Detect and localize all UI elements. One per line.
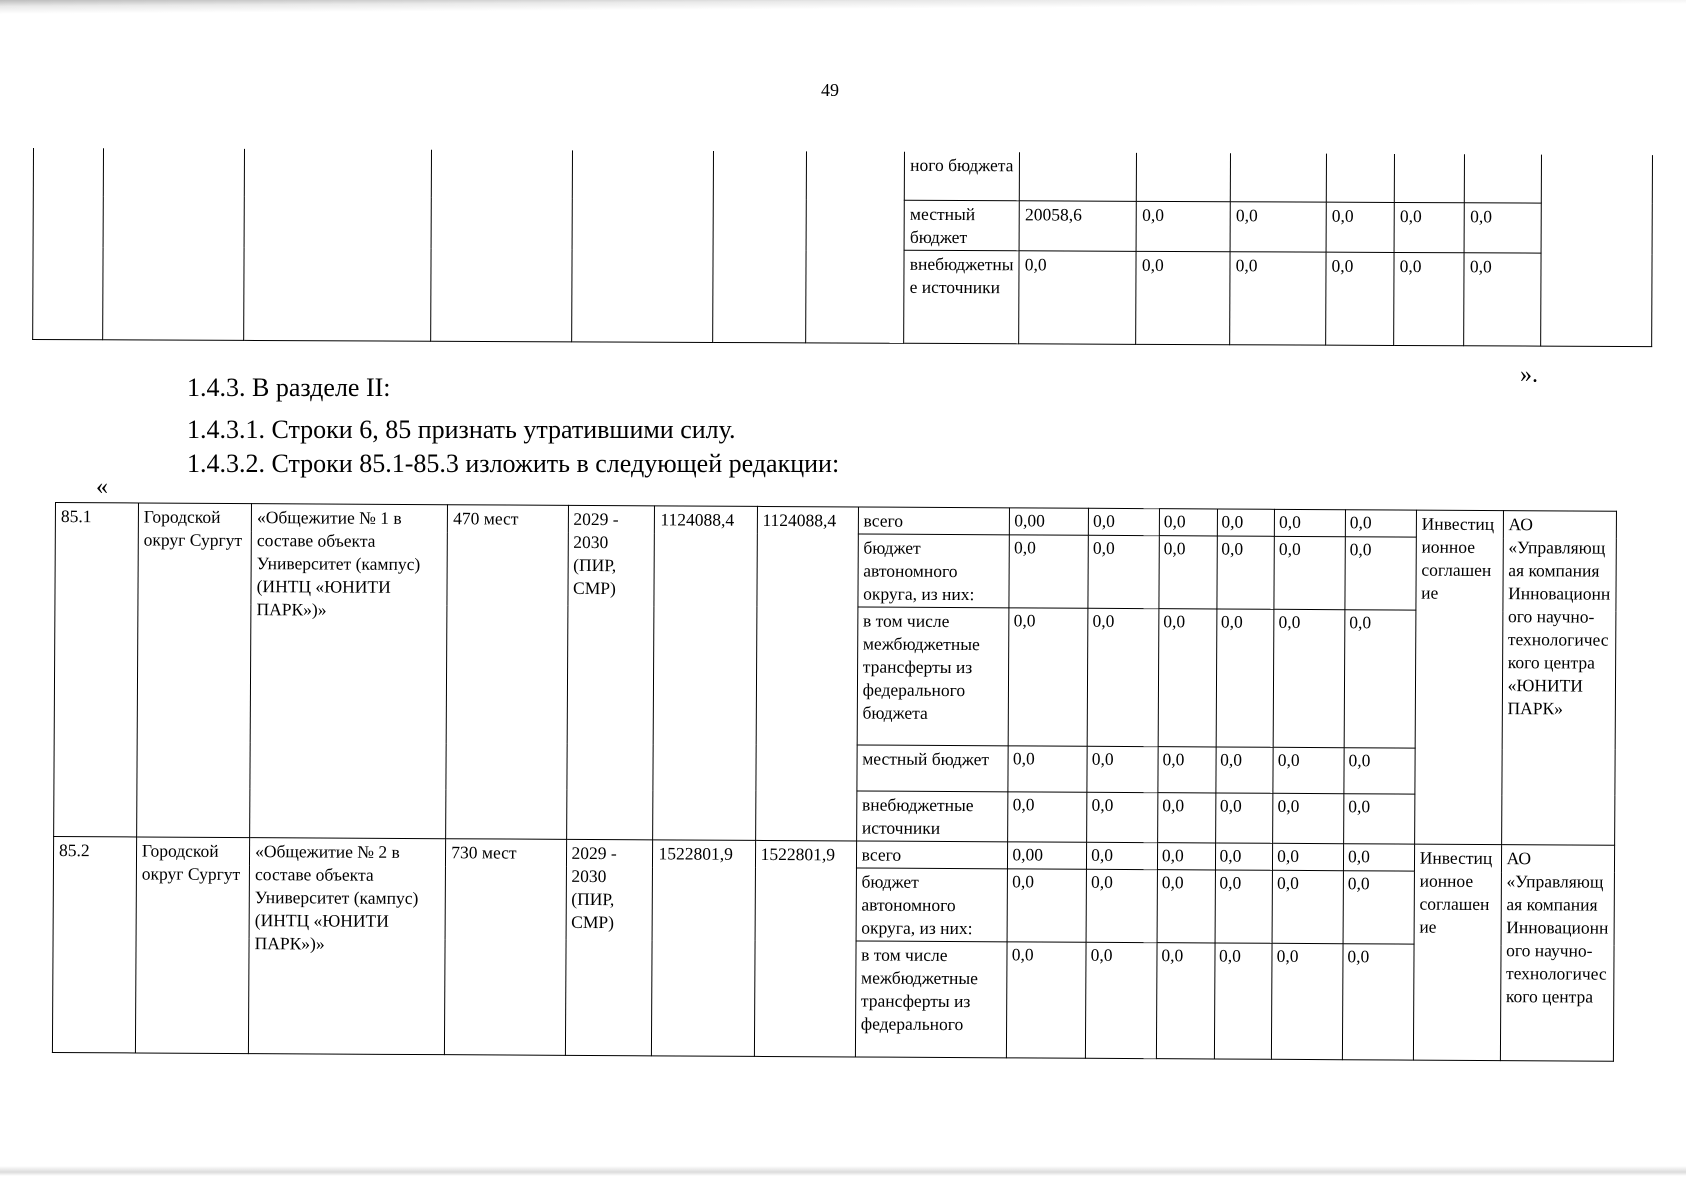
cost-remaining-cell: 1124088,4 <box>755 506 858 841</box>
table-row <box>55 503 1616 539</box>
value-cell <box>1326 154 1394 202</box>
value-cell: 0,0 <box>1216 536 1274 609</box>
value-cell: 0,00 <box>1010 508 1089 535</box>
source-label: в том числе межбюджетные трансферты из федерального <box>855 941 1007 1058</box>
paragraph-1-4-3: 1.4.3. В разделе II: <box>187 373 391 402</box>
value-cell: 0,0 <box>1326 252 1395 345</box>
value-cell: 0,0 <box>1345 537 1416 610</box>
period-cell: 2029 - 2030 (ПИР, СМР) <box>565 839 653 1055</box>
value-cell: 0,0 <box>1464 253 1541 346</box>
value-cell: 0,0 <box>1273 747 1344 793</box>
value-cell: 0,0 <box>1159 509 1217 536</box>
municipality-cell: Городской округ Сургут <box>135 837 249 1054</box>
value-cell: 0,0 <box>1158 609 1216 747</box>
row-number: 85.1 <box>54 503 139 837</box>
value-cell: 0,0 <box>1136 251 1230 344</box>
period-cell: 2029 - 2030 (ПИР, СМР) <box>566 505 655 839</box>
paragraph-1-4-3-2: 1.4.3.2. Строки 85.1-85.3 изложить в следующей редакции: <box>187 449 840 478</box>
cost-total-cell: 1124088,4 <box>653 506 757 841</box>
value-cell: 0,0 <box>1156 943 1214 1059</box>
value-cell: 0,0 <box>1087 746 1158 792</box>
value-cell: 0,0 <box>1157 870 1215 943</box>
row-number: 85.2 <box>52 836 136 1052</box>
object-name-cell: «Общежитие № 2 в составе объекта Университет (кампус) (ИНТЦ «ЮНИТИ ПАРК»)» <box>249 838 446 1055</box>
value-cell: 0,0 <box>1273 609 1345 747</box>
value-cell: 0,0 <box>1157 843 1215 870</box>
value-cell: 0,0 <box>1087 842 1158 869</box>
customer-cell: АО «Управляющая компания Инновационного научно-технологического центра <box>1500 845 1615 1062</box>
value-cell: 0,0 <box>1215 747 1273 793</box>
value-cell: 0,0 <box>1394 252 1465 345</box>
value-cell: 0,0 <box>1019 251 1137 344</box>
empty-cell <box>572 150 713 342</box>
empty-cell <box>103 148 244 340</box>
value-cell <box>1465 154 1542 202</box>
closing-quote: ». <box>1520 362 1538 388</box>
value-cell: 0,0 <box>1273 843 1344 870</box>
page-number: 49 <box>821 80 839 100</box>
source-label: внебюджетные источники <box>856 791 1008 842</box>
value-cell: 0,0 <box>1007 942 1086 1058</box>
value-cell: 0,0 <box>1272 870 1343 943</box>
value-cell: 0,0 <box>1230 201 1326 252</box>
value-cell: 0,0 <box>1344 748 1415 794</box>
customer-cell: АО «Управляющая компания Инновационного научно-технологического центра «ЮНИТИ ПАРК» <box>1501 511 1616 846</box>
source-label: в том числе межбюджетные трансферты из федерального бюджета <box>857 607 1009 746</box>
source-label: бюджет автономного округа, из них: <box>856 868 1008 942</box>
source-label: ного бюджета <box>905 152 1020 201</box>
empty-cell <box>431 150 572 342</box>
source-label: местный бюджет <box>904 200 1019 251</box>
value-cell <box>1020 152 1137 201</box>
value-cell: 0,00 <box>1008 842 1087 869</box>
continued-table <box>32 148 1653 347</box>
value-cell: 0,0 <box>1216 609 1274 747</box>
objects-table <box>52 502 1617 1062</box>
value-cell: 0,0 <box>1086 869 1157 942</box>
value-cell: 0,0 <box>1394 202 1465 253</box>
value-cell: 0,0 <box>1008 792 1087 842</box>
cost-total-cell: 1522801,9 <box>652 840 755 1057</box>
value-cell: 0,0 <box>1158 793 1216 843</box>
source-label: всего <box>858 507 1010 535</box>
mechanism-cell: Инвестиционное соглашение <box>1413 844 1501 1060</box>
value-cell: 0,0 <box>1326 202 1394 253</box>
empty-cell <box>33 148 104 340</box>
source-label: бюджет автономного округа, из них: <box>858 534 1010 608</box>
value-cell: 0,0 <box>1008 608 1088 746</box>
value-cell: 0,0 <box>1342 944 1413 1060</box>
municipality-cell: Городской округ Сургут <box>137 503 252 838</box>
empty-cell <box>244 149 432 341</box>
value-cell: 0,0 <box>1344 794 1415 844</box>
value-cell: 20058,6 <box>1019 200 1136 251</box>
value-cell: 0,0 <box>1214 943 1272 1059</box>
source-label: всего <box>856 841 1008 869</box>
paragraph-1-4-3-1: 1.4.3.1. Строки 6, 85 признать утратившими силу. <box>187 415 736 444</box>
empty-cell <box>806 151 905 343</box>
value-cell: 0,0 <box>1009 535 1088 608</box>
value-cell <box>1394 154 1465 202</box>
value-cell: 0,0 <box>1274 509 1345 536</box>
opening-quote: « <box>96 474 108 500</box>
capacity-cell: 470 мест <box>446 505 568 840</box>
value-cell <box>1230 153 1326 201</box>
value-cell: 0,0 <box>1007 869 1086 942</box>
source-label: местный бюджет <box>857 745 1009 792</box>
value-cell: 0,0 <box>1465 202 1542 253</box>
value-cell: 0,0 <box>1087 608 1159 746</box>
empty-cell <box>1541 155 1653 347</box>
mechanism-cell: Инвестиционное соглашение <box>1414 510 1503 844</box>
value-cell: 0,0 <box>1273 793 1344 843</box>
value-cell: 0,0 <box>1158 747 1216 793</box>
empty-cell <box>712 151 807 343</box>
value-cell: 0,0 <box>1274 536 1345 609</box>
source-label: внебюджетные источники <box>904 250 1019 343</box>
value-cell: 0,0 <box>1217 509 1275 536</box>
value-cell: 0,0 <box>1272 943 1343 1059</box>
value-cell: 0,0 <box>1215 870 1273 943</box>
value-cell: 0,0 <box>1215 793 1273 843</box>
cost-remaining-cell: 1522801,9 <box>754 840 856 1057</box>
value-cell: 0,0 <box>1008 746 1087 792</box>
value-cell: 0,0 <box>1230 252 1326 345</box>
value-cell <box>1137 153 1231 201</box>
value-cell: 0,0 <box>1344 610 1416 748</box>
value-cell: 0,0 <box>1087 792 1158 842</box>
object-name-cell: «Общежитие № 1 в составе объекта Университет (кампус) (ИНТЦ «ЮНИТИ ПАРК»)» <box>250 504 448 839</box>
value-cell: 0,0 <box>1345 510 1416 537</box>
value-cell: 0,0 <box>1088 535 1159 608</box>
value-cell: 0,0 <box>1136 201 1230 252</box>
value-cell: 0,0 <box>1086 942 1157 1058</box>
value-cell: 0,0 <box>1215 843 1273 870</box>
value-cell: 0,0 <box>1088 508 1159 535</box>
continued-row <box>33 148 1652 203</box>
value-cell: 0,0 <box>1343 871 1414 944</box>
value-cell: 0,0 <box>1159 536 1217 609</box>
capacity-cell: 730 мест <box>445 839 567 1056</box>
value-cell: 0,0 <box>1343 844 1414 871</box>
